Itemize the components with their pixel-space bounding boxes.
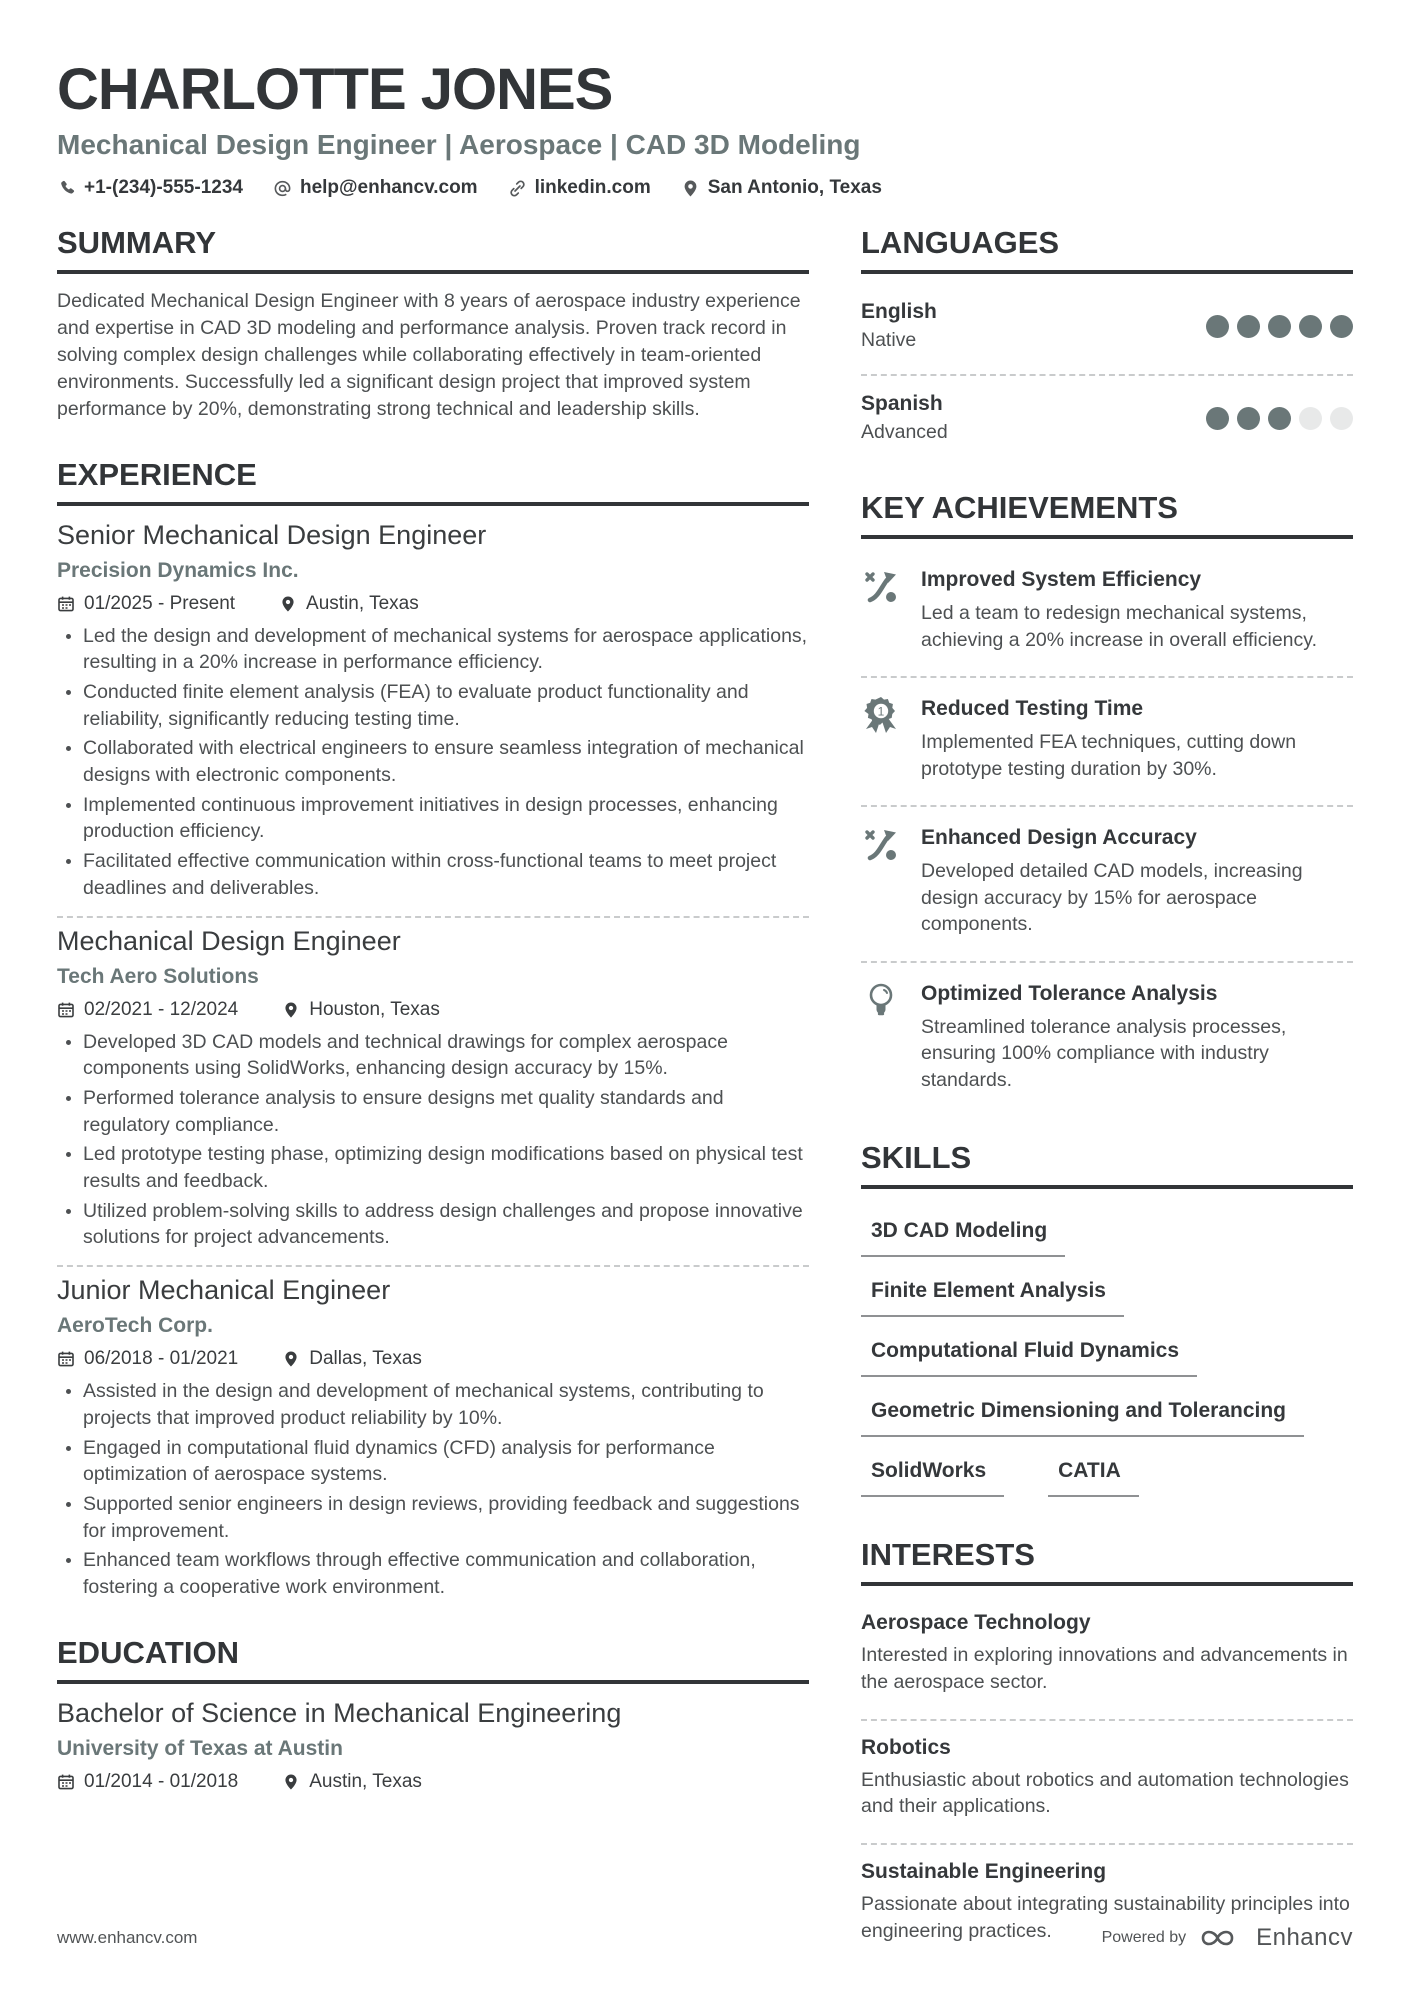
- experience-heading: EXPERIENCE: [57, 457, 809, 506]
- interest-title: Aerospace Technology: [861, 1611, 1091, 1635]
- summary-heading: SUMMARY: [57, 225, 809, 274]
- language-level-dots: [1206, 407, 1353, 430]
- contact-website-label: linkedin.com: [534, 177, 651, 198]
- powered-by-label: Powered by: [1101, 1929, 1187, 1946]
- degree-title: Bachelor of Science in Mechanical Engineering: [57, 1697, 622, 1728]
- divider: [861, 676, 1353, 678]
- education-entry: [57, 1698, 809, 1793]
- achievement-title: Enhanced Design Accuracy: [921, 826, 1197, 850]
- phone-icon: [57, 179, 76, 198]
- skill-item: Geometric Dimensioning and Tolerancing: [861, 1383, 1304, 1437]
- education-heading: EDUCATION: [57, 1635, 809, 1684]
- achievement-text: Streamlined tolerance analysis processes, ensuring 100% compliance with industry standards.: [921, 1015, 1287, 1091]
- languages-heading: LANGUAGES: [861, 225, 1353, 274]
- divider: [57, 916, 809, 918]
- divider: [861, 805, 1353, 807]
- school-name: University of Texas at Austin: [57, 1736, 343, 1760]
- job-location: Austin, Texas: [279, 593, 419, 615]
- level-dot: [1268, 315, 1291, 338]
- page-footer: [57, 1923, 1353, 1953]
- contact-location-label: San Antonio, Texas: [707, 177, 882, 198]
- contact-phone[interactable]: [57, 177, 243, 199]
- achievement-title: Improved System Efficiency: [921, 568, 1202, 591]
- contact-email[interactable]: [273, 177, 478, 199]
- location-pin-icon: [681, 179, 700, 198]
- calendar-icon: [57, 1773, 75, 1791]
- right-column: [861, 225, 1353, 1957]
- trajectory-icon: [861, 824, 901, 864]
- interest-item: [861, 1600, 1353, 1708]
- level-dot: [1299, 315, 1322, 338]
- link-icon: [508, 179, 527, 198]
- skill-item: CATIA: [1048, 1443, 1139, 1497]
- level-dot: [1268, 407, 1291, 430]
- calendar-icon: [57, 1350, 75, 1368]
- person-headline: Mechanical Design Engineer | Aerospace | CAD 3D Modeling: [57, 129, 861, 160]
- lightbulb-icon: [861, 980, 901, 1020]
- job-bullets: [57, 623, 809, 902]
- divider: [861, 1719, 1353, 1721]
- location-pin-icon: [282, 1773, 300, 1791]
- calendar-icon: [57, 1001, 75, 1019]
- trajectory-icon: [861, 566, 901, 606]
- interest-text: Interested in exploring innovations and advancements in the aerospace sector.: [861, 1644, 1348, 1693]
- resume-header: [57, 56, 1353, 199]
- divider: [57, 1265, 809, 1267]
- experience-entry: [57, 1275, 809, 1601]
- job-bullet: • Developed 3D CAD models and technical drawings for complex aerospace components using SolidWorks, enhancing design accuracy by 15%.: [83, 1029, 809, 1082]
- job-company: AeroTech Corp.: [57, 1314, 213, 1338]
- job-bullet: • Assisted in the design and development of mechanical systems, contributing to projects that improved product reliability by 10%.: [83, 1378, 809, 1431]
- achievement-text: Implemented FEA techniques, cutting down prototype testing duration by 30%.: [921, 731, 1297, 780]
- contact-email-label: help@enhancv.com: [299, 177, 478, 198]
- job-title: Senior Mechanical Design Engineer: [57, 519, 487, 550]
- achievement-item: [861, 967, 1353, 1107]
- language-level-dots: [1206, 315, 1353, 338]
- interest-item: [861, 1725, 1353, 1833]
- interest-text: Enthusiastic about robotics and automation technologies and their applications.: [861, 1768, 1349, 1818]
- location-pin-icon: [279, 595, 297, 613]
- level-dot: [1206, 407, 1229, 430]
- job-bullet: • Supported senior engineers in design reviews, providing feedback and suggestions for improvement.: [83, 1491, 809, 1544]
- achievement-title: Optimized Tolerance Analysis: [921, 981, 1218, 1005]
- achievement-item: [861, 553, 1353, 666]
- achievement-item: [861, 682, 1353, 795]
- language-item: [861, 288, 1353, 364]
- skill-item: SolidWorks: [861, 1443, 1004, 1497]
- job-bullets: [57, 1378, 809, 1601]
- job-bullet: • Engaged in computational fluid dynamics (CFD) analysis for performance optimization of aerospace systems.: [83, 1435, 809, 1488]
- job-bullet: • Enhanced team workflows through effective communication and collaboration, fostering a cooperative work environment.: [83, 1547, 809, 1600]
- enhancv-logo-icon: [1198, 1923, 1244, 1953]
- language-level-label: Native: [861, 329, 917, 351]
- footer-site-link[interactable]: www.enhancv.com: [57, 1928, 198, 1947]
- interest-title: Robotics: [861, 1735, 951, 1759]
- job-company: Precision Dynamics Inc.: [57, 558, 299, 582]
- job-bullet: • Collaborated with electrical engineers to ensure seamless integration of mechanical designs with electronic components.: [83, 735, 809, 788]
- level-dot: [1330, 315, 1353, 338]
- job-title: Junior Mechanical Engineer: [57, 1275, 391, 1306]
- achievement-text: Developed detailed CAD models, increasing design accuracy by 15% for aerospace components.: [921, 860, 1303, 936]
- divider: [861, 1843, 1353, 1845]
- level-dot: [1206, 315, 1229, 338]
- powered-by: [1102, 1923, 1353, 1953]
- divider: [861, 374, 1353, 376]
- interest-text: Passionate about integrating sustainability principles into engineering practices.: [861, 1892, 1350, 1942]
- skill-item: 3D CAD Modeling: [861, 1203, 1065, 1257]
- job-bullet: • Performed tolerance analysis to ensure designs met quality standards and regulatory compliance.: [83, 1085, 809, 1138]
- language-name: English: [861, 300, 937, 323]
- job-bullet: • Facilitated effective communication within cross-functional teams to meet project deadlines and deliverables.: [83, 848, 809, 901]
- at-sign-icon: [273, 179, 292, 198]
- location-pin-icon: [282, 1350, 300, 1368]
- achievement-text: Led a team to redesign mechanical systems, achieving a 20% increase in overall efficiency.: [921, 602, 1317, 651]
- contact-phone-label: +1-(234)-555-1234: [84, 177, 243, 198]
- calendar-icon: [57, 595, 75, 613]
- job-bullet: • Led prototype testing phase, optimizing design modifications based on physical test results and feedback.: [83, 1141, 809, 1194]
- person-name: CHARLOTTE JONES: [57, 57, 613, 122]
- job-bullet: • Utilized problem-solving skills to address design challenges and propose innovative solutions for project advancements.: [83, 1198, 809, 1251]
- education-location: Austin, Texas: [282, 1771, 422, 1793]
- summary-text: Dedicated Mechanical Design Engineer with 8 years of aerospace industry experience and expertise in CAD 3D modeling and performance analysis. Proven track record in solving complex design challenges while collaborating effectively in team-oriented environments. Successfully led a significant design project that improved system performance by 20%, demonstrating strong technical and leadership skills.: [57, 290, 801, 420]
- level-dot: [1237, 407, 1260, 430]
- job-bullet: • Conducted finite element analysis (FEA) to evaluate product functionality and reliability, significantly reducing testing time.: [83, 679, 809, 732]
- divider: [861, 961, 1353, 963]
- job-bullet: • Led the design and development of mechanical systems for aerospace applications, resulting in a 20% increase in performance efficiency.: [83, 623, 809, 676]
- achievements-heading: KEY ACHIEVEMENTS: [861, 490, 1353, 539]
- language-item: [861, 380, 1353, 456]
- job-company: Tech Aero Solutions: [57, 964, 259, 988]
- achievement-title: Reduced Testing Time: [921, 697, 1144, 721]
- level-dot: [1237, 315, 1260, 338]
- education-dates: 01/2014 - 01/2018: [57, 1771, 238, 1793]
- contact-row: [57, 177, 1353, 199]
- language-level-label: Advanced: [861, 421, 948, 443]
- left-column: [57, 225, 809, 1957]
- skills-heading: SKILLS: [861, 1140, 1353, 1189]
- job-dates: 01/2025 - Present: [57, 593, 235, 615]
- job-dates: 06/2018 - 01/2021: [57, 1348, 238, 1370]
- skill-item: Finite Element Analysis: [861, 1263, 1124, 1317]
- interest-title: Sustainable Engineering: [861, 1859, 1107, 1883]
- job-dates: 02/2021 - 12/2024: [57, 999, 238, 1021]
- job-location: Dallas, Texas: [282, 1348, 422, 1370]
- level-dot: [1330, 407, 1353, 430]
- level-dot: [1299, 407, 1322, 430]
- achievement-item: [861, 811, 1353, 951]
- contact-location: [681, 177, 882, 199]
- enhancv-brand-name: Enhancv: [1256, 1924, 1353, 1951]
- skills-list: [861, 1203, 1353, 1503]
- contact-website[interactable]: [508, 177, 651, 199]
- svg-text:1: 1: [877, 704, 885, 719]
- job-title: Mechanical Design Engineer: [57, 925, 401, 956]
- language-name: Spanish: [861, 392, 943, 415]
- job-bullet: • Implemented continuous improvement initiatives in design processes, enhancing production efficiency.: [83, 792, 809, 845]
- experience-entry: [57, 520, 809, 918]
- medal-icon: [861, 695, 901, 735]
- job-bullets: [57, 1029, 809, 1252]
- skill-item: Computational Fluid Dynamics: [861, 1323, 1197, 1377]
- experience-entry: [57, 926, 809, 1268]
- job-location: Houston, Texas: [282, 999, 440, 1021]
- interests-heading: INTERESTS: [861, 1537, 1353, 1586]
- location-pin-icon: [282, 1001, 300, 1019]
